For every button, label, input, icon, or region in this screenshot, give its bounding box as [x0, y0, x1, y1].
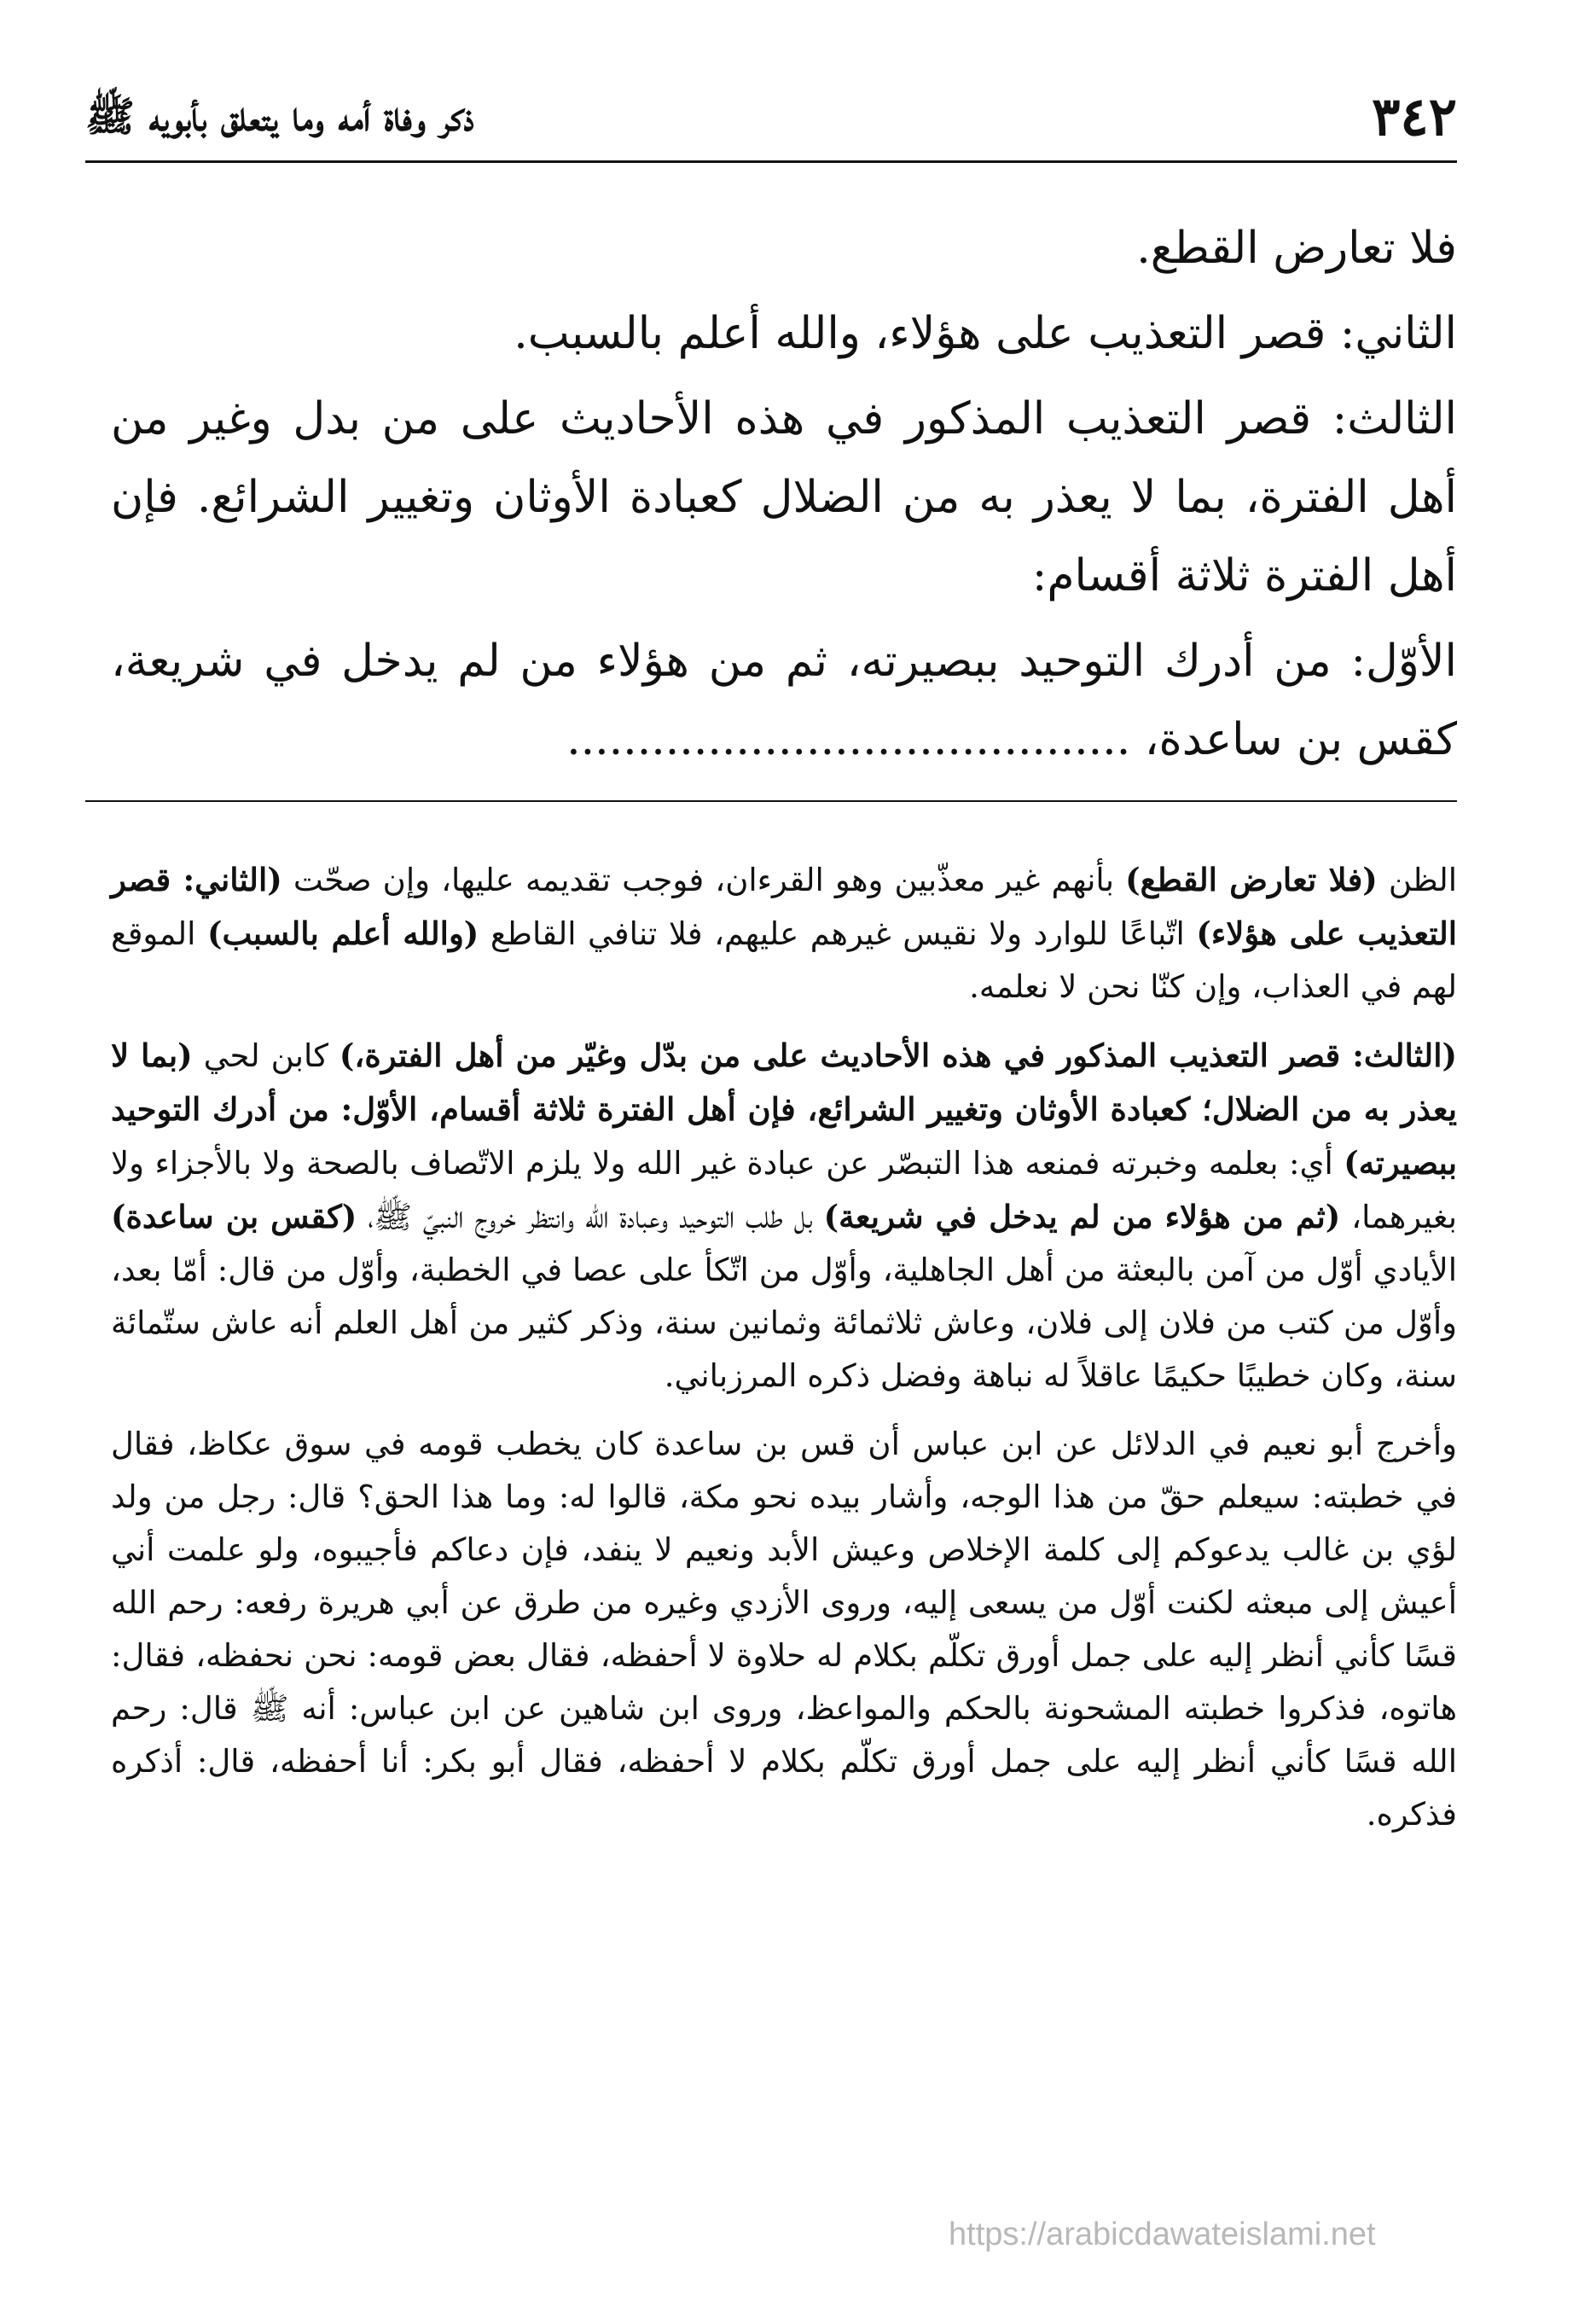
commentary-text: بل طلب التوحيد وعبادة الله وانتظر خروج النبيّ ﷺ، — [357, 1199, 824, 1235]
main-paragraph-2: الثاني: قصر التعذيب على هؤلاء، والله أعلم بالسبب. — [514, 308, 1457, 359]
commentary-paragraph-3: وأخرج أبو نعيم في الدلائل عن ابن عباس أن قس بن ساعدة كان يخطب قومه في سوق عكاظ، فقال في خطبته: سيعلم حقّ من هذا الوجه، وأشار بيده نحو مكة، قالوا له: وما هذا الحق؟ قال: رجل من ولد لؤي بن غالب يدعوكم إلى كلمة الإخلاص وعيش الأبد ونعيم لا ينفد، فإن دعاكم فأجيبوه، ولو علمت أني أعيش إلى مبعثه لكنت أوّل من يسعى إليه، وروى الأزدي وغيره من طرق عن أبي هريرة رفعه: رحم الله قسًا كأني أنظر إليه على جمل أورق تكلّم بكلام له حلاوة لا أحفظه، فقال بعض قومه: نحن نحفظه، فقال: هاتوه، فذكروا خطبته المشحونة بالحكم والمواعظ، وروى ابن شاهين عن ابن عباس: أنه ﷺ قال: رحم الله قسًا كأني أنظر إليه على جمل أورق تكلّم بكلام لا أحفظه، فقال أبو بكر: أنا أحفظه، قال: أذكره فذكره. — [111, 1426, 1458, 1833]
main-paragraph-3: الثالث: قصر التعذيب المذكور في هذه الأحاديث على من بدل وغير من أهل الفترة، بما لا يعذر به من الضلال كعبادة الأوثان وتغيير الشرائع. فإن أهل الفترة ثلاثة أقسام: — [111, 393, 1457, 601]
commentary-paragraph-2 — [111, 1029, 1457, 1403]
running-title: ذكر وفاة أمه وما يتعلق بأبويه ﷺ — [85, 93, 474, 141]
footnote-divider — [85, 800, 1457, 802]
quoted-matn: (بما لا يعذر به من الضلال؛ كعبادة الأوثان وتغيير الشرائع، فإن أهل الفترة ثلاثة أقسام، الأوّل: من أدرك التوحيد ببصيرته) — [111, 1037, 1457, 1182]
commentary-text: بأنهم غير معذّبين وهو القرءان، فوجب تقديمه عليها، وإن صحّت — [282, 862, 1126, 898]
quoted-matn: (والله أعلم بالسبب) — [206, 915, 479, 952]
main-paragraph-1: فلا تعارض القطع. — [1136, 223, 1457, 274]
quoted-matn: (الثالث: قصر التعذيب المذكور في هذه الأحاديث على من بدّل وغيّر من أهل الفترة،) — [339, 1037, 1457, 1074]
page-number: ٣٤٢ — [1372, 85, 1457, 148]
main-paragraph-4-text: الأوّل: من أدرك التوحيد ببصيرته، ثم من هؤلاء من لم يدخل في شريعة، كقس بن ساعدة، — [111, 636, 1457, 765]
quoted-matn: (فلا تعارض القطع) — [1125, 861, 1378, 898]
watermark-url: https://arabicdawateislami.net — [949, 2217, 1376, 2252]
main-text — [111, 209, 1457, 786]
page-header — [85, 67, 1457, 163]
commentary-text: اتّباعًا للوارد ولا نقيس غيرهم عليهم، فلا تنافي القاطع — [479, 915, 1197, 952]
commentary-text: الموقع لهم في العذاب، وإن كنّا نحن لا نعلمه. — [111, 915, 1457, 1005]
commentary-text: أي: بعلمه وخبرته فمنعه هذا التبصّر عن عبادة غير الله ولا يلزم الاتّصاف بالصحة ولا بالأجزاء ولا بغيرهما، — [111, 1145, 1458, 1235]
quoted-matn: (كقس بن ساعدة) — [111, 1198, 357, 1235]
quoted-matn: (الثاني: قصر التعذيب على هؤلاء) — [111, 861, 1457, 952]
commentary-text: الأيادي أوّل من آمن بالبعثة من أهل الجاهلية، وأوّل من اتّكأ على عصا في الخطبة، وأوّل من قال: أمّا بعد، وأوّل من كتب من فلان إلى فلان، وعاش ثلاثمائة وثمانين سنة، وذكر كثير من أهل العلم أنه عاش ستّمائة سنة، وكان خطيبًا حكيمًا عاقلاً له نباهة وفضل ذكره المرزباني. — [111, 1252, 1457, 1394]
commentary-text: الظن — [1377, 862, 1457, 898]
commentary-text: كابن لحي — [192, 1037, 340, 1074]
commentary — [111, 853, 1457, 1856]
ellipsis-dots: ........................................ — [566, 714, 1131, 765]
main-paragraph-4 — [111, 622, 1457, 779]
commentary-paragraph-1 — [111, 853, 1457, 1014]
quoted-matn: (ثم من هؤلاء من لم يدخل في شريعة) — [823, 1198, 1341, 1235]
